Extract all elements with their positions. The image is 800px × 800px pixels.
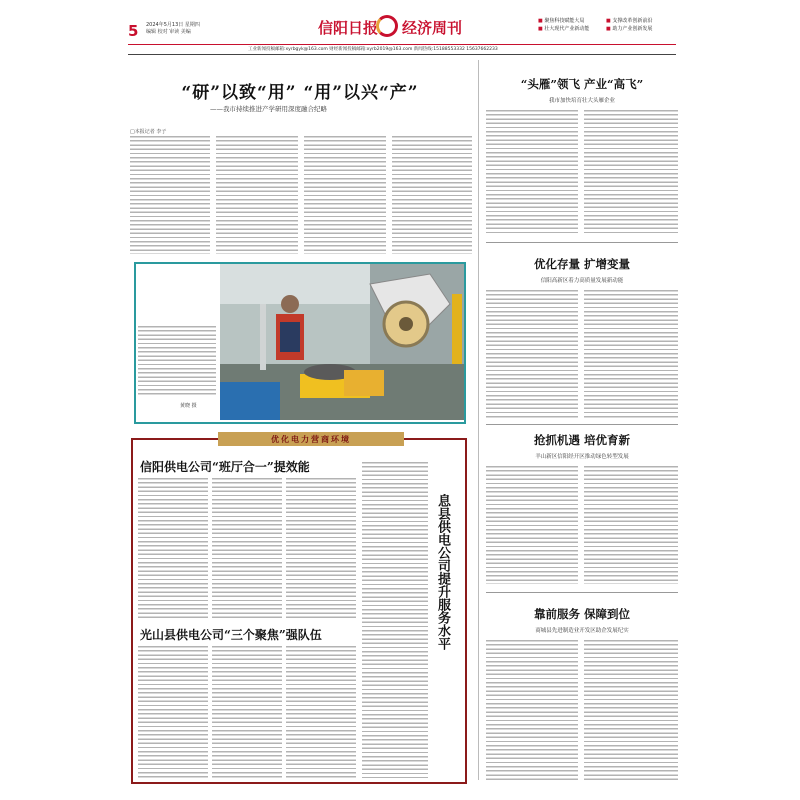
article-text-column <box>392 136 472 254</box>
toc-item: ■ 支撑改革创新前沿 <box>606 17 674 25</box>
toc <box>538 17 678 33</box>
article3-headline-vertical: 息县供电公司提升服务水平 <box>435 494 450 650</box>
section-name: 经济周刊 <box>402 19 463 37</box>
toc-item: ■ 助力产业创新发展 <box>606 25 674 33</box>
date-line-2: 编辑 校对 审读 美编 <box>146 29 191 35</box>
article1-text <box>286 478 356 618</box>
article-text-column <box>216 136 298 254</box>
toc-item: ■ 聚焦科技赋能大局 <box>538 17 606 25</box>
date-line-1: 2024年5月13日 星期四 <box>146 22 200 28</box>
article-text-column <box>130 136 210 254</box>
right-text <box>486 466 578 584</box>
right-subhead-4: 商城县先进制造业开发区助企发展纪实 <box>535 628 629 634</box>
right-headline-2: 优化存量 扩增变量 <box>533 257 630 271</box>
article3-text <box>362 462 428 778</box>
right-headline-4: 靠前服务 保障到位 <box>533 607 630 621</box>
right-text <box>584 110 678 234</box>
date-line <box>146 22 200 36</box>
right-text <box>486 110 578 234</box>
right-divider <box>486 592 678 593</box>
column-divider <box>478 60 479 780</box>
masthead-rule-bottom <box>128 54 676 55</box>
right-text <box>584 640 678 780</box>
right-text <box>584 290 678 418</box>
photo-credit: 黄晓 摄 <box>180 403 197 409</box>
newspaper-logo <box>318 14 478 42</box>
right-text <box>486 290 578 418</box>
toc-item: ■ 壮大现代产业新动能 <box>538 25 606 33</box>
masthead-rule <box>128 44 676 45</box>
main-headline: “研”以致“用” “用”以兴“产” <box>181 83 419 103</box>
main-subhead: ——我市持续推进产学研用深度融合纪略 <box>210 105 327 113</box>
right-divider <box>486 424 678 425</box>
section-tag: 优化电力营商环境 <box>218 432 404 446</box>
article2-text <box>286 646 356 778</box>
contact-line: 工业新闻投稿邮箱:xyrbgyk@163.com 财经新闻投稿邮箱:xyrb2019@163.com 新闻热线:15188553332 15637662233 <box>248 47 498 52</box>
right-text <box>584 466 678 584</box>
page-number: 5 <box>128 22 139 40</box>
article1-text <box>138 478 208 618</box>
article2-text <box>138 646 208 778</box>
article2-text <box>212 646 282 778</box>
right-headline-3: 抢抓机遇 培优育新 <box>533 433 630 447</box>
paper-name: 信阳日报 <box>318 19 379 37</box>
right-subhead-2: 信阳高新区着力高质量发展新动能 <box>540 278 624 284</box>
article2-headline: 光山县供电公司“三个聚焦”强队伍 <box>140 628 322 642</box>
article-text-column <box>304 136 386 254</box>
right-divider <box>486 242 678 243</box>
right-text <box>486 640 578 780</box>
photo-caption-text <box>138 326 216 396</box>
byline: □本报记者 李子 <box>130 129 167 135</box>
factory-photo-illustration <box>220 264 464 420</box>
logo-swirl-icon <box>376 15 398 37</box>
factory-photo <box>220 264 464 420</box>
right-headline-1: “头雁”领飞 产业“高飞” <box>520 77 644 91</box>
right-subhead-3: 羊山新区信阳经开区推动绿色转型发展 <box>535 454 629 460</box>
article1-text <box>212 478 282 618</box>
right-subhead-1: 我市加快培育壮大头雁企业 <box>548 98 615 104</box>
article1-headline: 信阳供电公司“班厅合一”提效能 <box>140 460 310 474</box>
